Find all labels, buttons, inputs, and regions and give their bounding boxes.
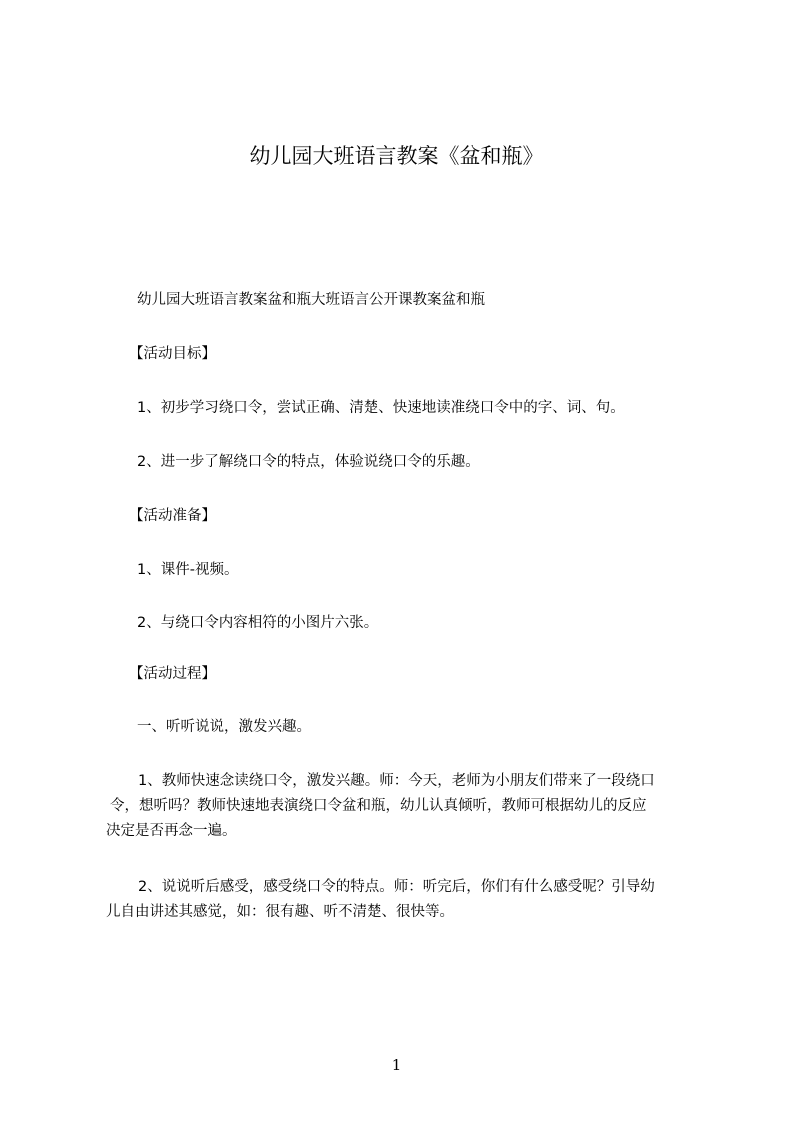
process-heading: 【活动过程】	[129, 666, 216, 682]
step-1-heading: 一、听听说说，激发兴趣。	[137, 719, 311, 735]
step-1-paragraph-1	[106, 769, 706, 844]
goal-item-1: 1、初步学习绕口令，尝试正确、清楚、快速地读准绕口令中的字、词、句。	[137, 400, 625, 416]
paragraph-line: 1、教师快速念读绕口令，激发兴趣。师：今天，老师为小朋友们带来了一段绕口	[138, 773, 655, 789]
paragraph-line: 决定是否再念一遍。	[106, 823, 237, 839]
paragraph-line: 2、说说听后感受，感受绕口令的特点。师：听完后，你们有什么感受呢？引导幼	[138, 879, 655, 895]
paragraph-line: 令，想听吗？教师快速地表演绕口令盆和瓶，幼儿认真倾听，教师可根据幼儿的反应	[110, 798, 647, 814]
page-number: 1	[391, 1056, 402, 1074]
step-1-paragraph-2	[106, 875, 706, 925]
document-subtitle: 幼儿园大班语言教案盆和瓶大班语言公开课教案盆和瓶	[137, 292, 485, 308]
paragraph-line: 儿自由讲述其感觉，如：很有趣、听不清楚、很快等。	[106, 904, 454, 920]
document-title: 幼儿园大班语言教案《盆和瓶》	[249, 144, 544, 168]
preparation-item-1: 1、课件-视频。	[137, 562, 239, 578]
goal-item-2: 2、进一步了解绕口令的特点，体验说绕口令的乐趣。	[137, 454, 480, 470]
preparation-item-2: 2、与绕口令内容相符的小图片六张。	[137, 615, 379, 631]
preparation-heading: 【活动准备】	[129, 508, 216, 524]
goals-heading: 【活动目标】	[129, 346, 216, 362]
